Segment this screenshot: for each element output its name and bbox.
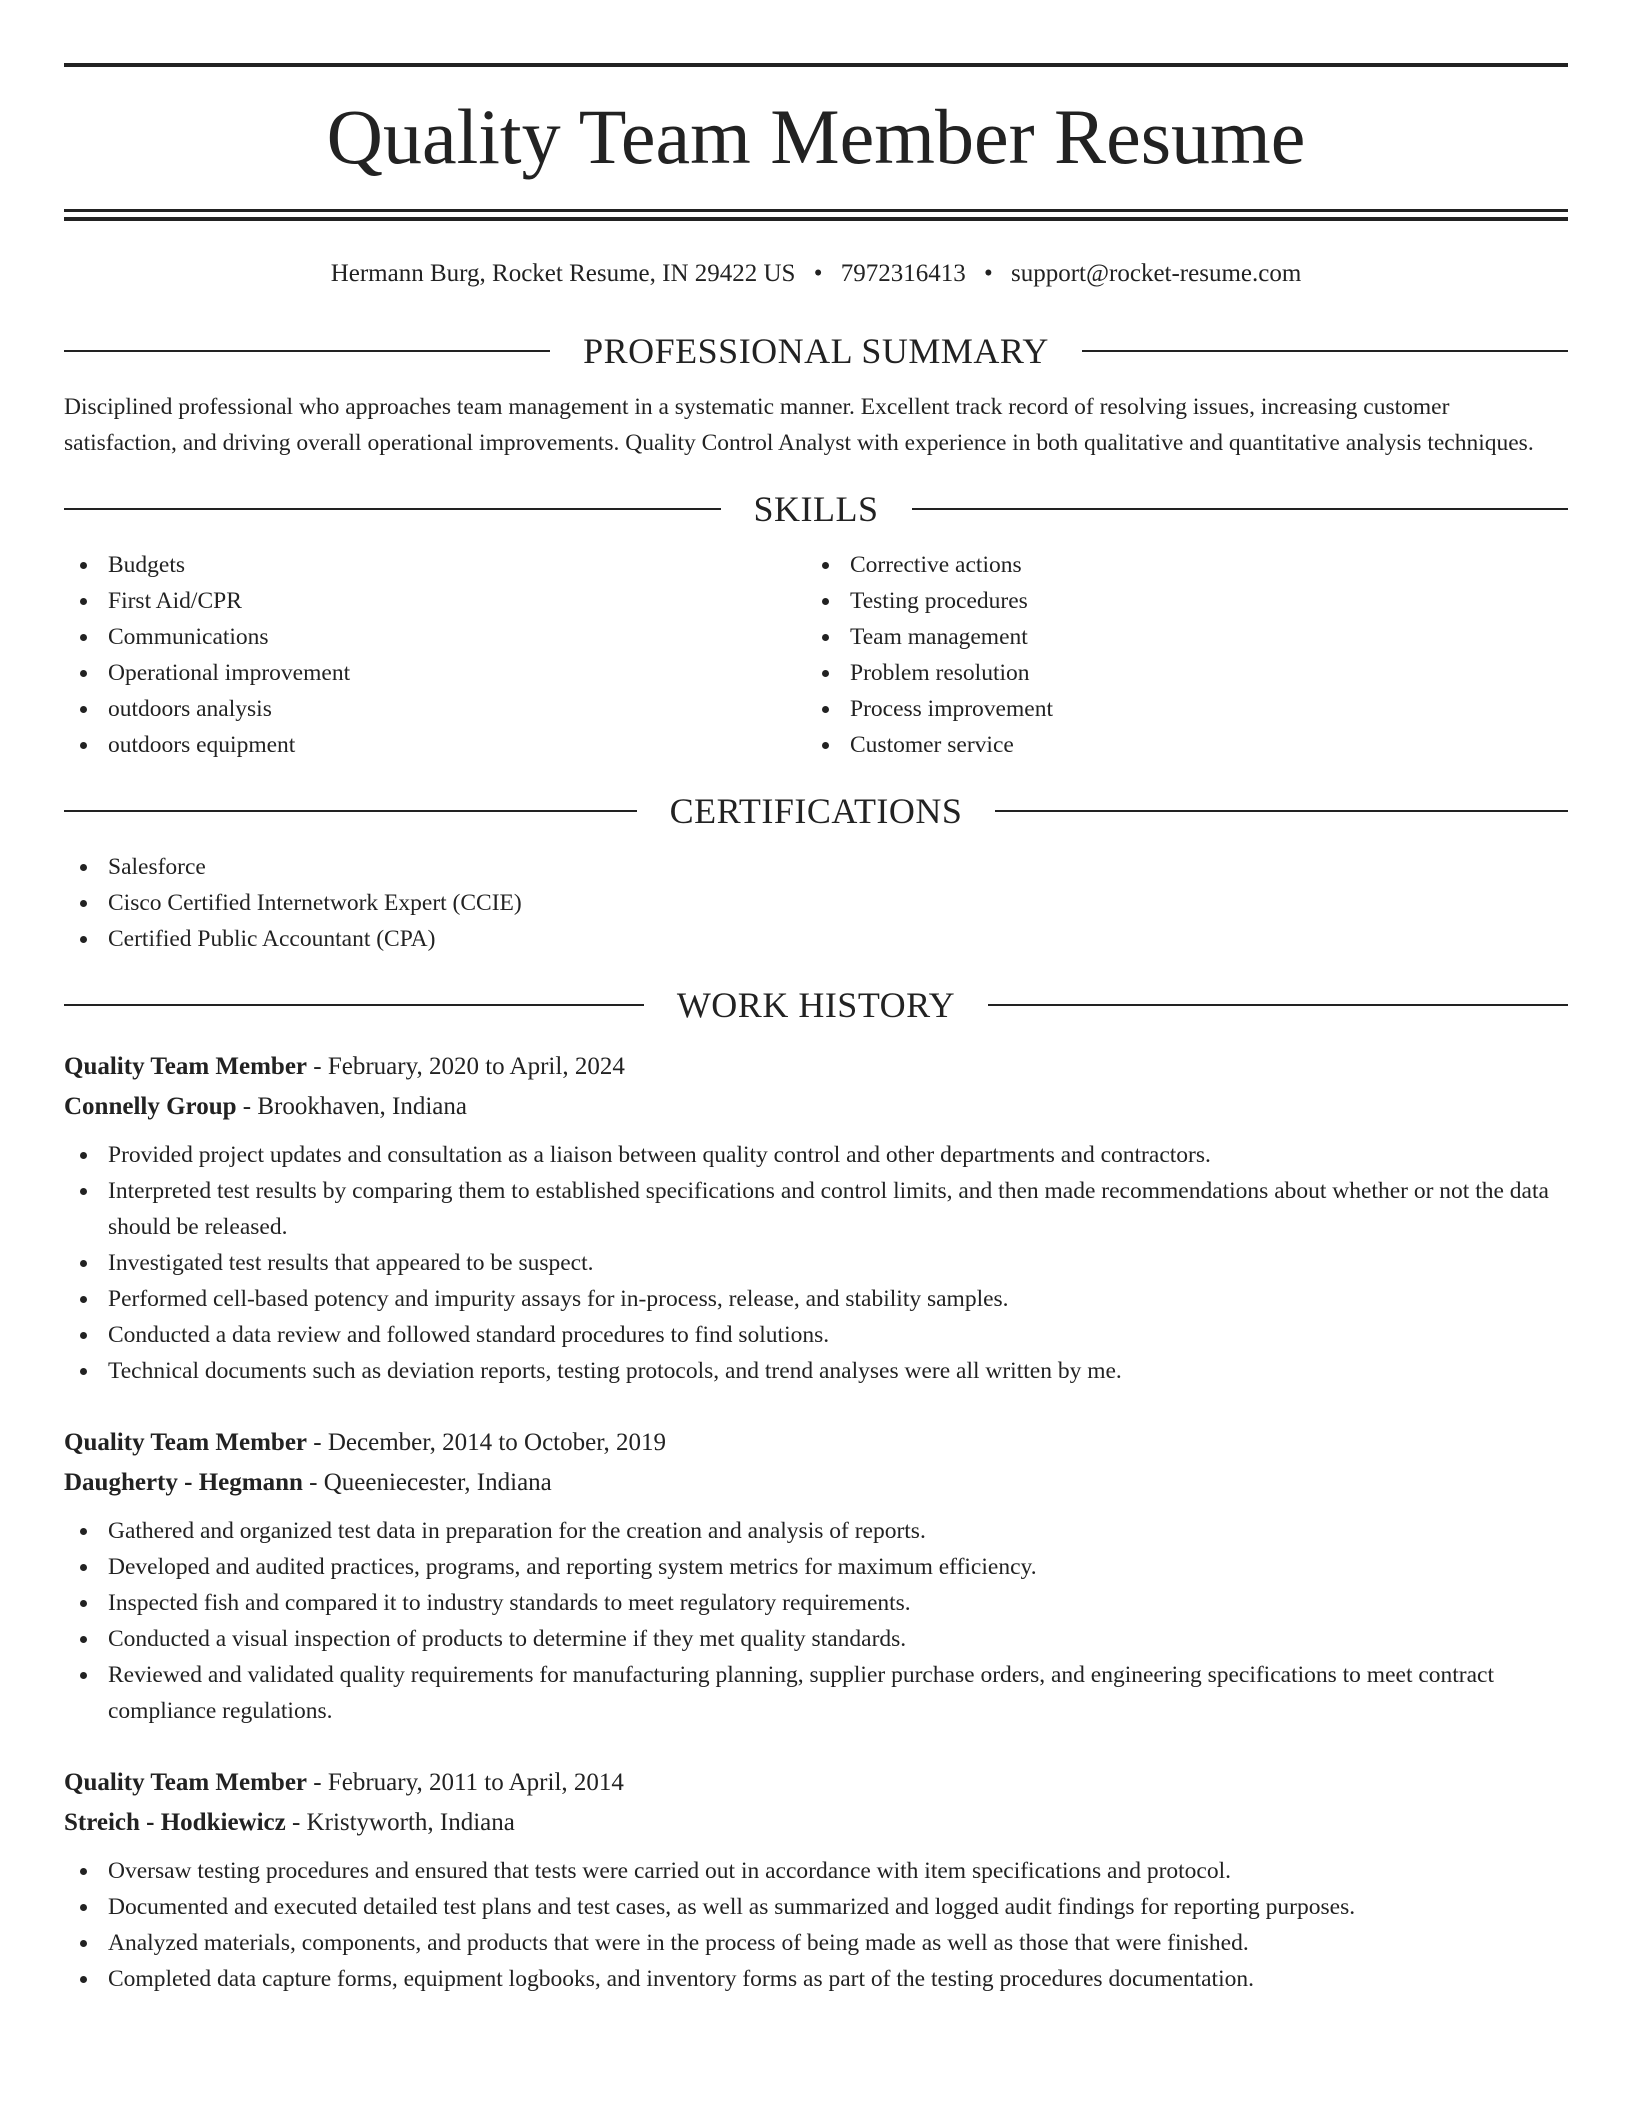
skill-label: Operational improvement — [108, 660, 351, 686]
skills-grid — [64, 547, 1568, 763]
bullet-dot-icon — [822, 562, 829, 569]
skills-list-right — [806, 547, 1548, 763]
skill-item — [806, 691, 1548, 727]
skill-item — [64, 655, 806, 691]
job-duty-item — [64, 1137, 1568, 1173]
job-title: Quality Team Member — [64, 1429, 308, 1456]
bullet-dot-icon — [80, 1528, 87, 1535]
bullet-dot-icon — [80, 1672, 87, 1679]
job-duty-text: Reviewed and validated quality requirements for manufacturing planning, supplier purchase orders, and engineering specifications to meet contract compliance regulations. — [108, 1662, 1495, 1724]
skill-item — [806, 547, 1548, 583]
skill-label: outdoors analysis — [108, 696, 272, 722]
job-duty-item — [64, 1961, 1568, 1997]
contact-line — [64, 257, 1568, 291]
section-header-work-history — [64, 983, 1568, 1027]
job-duty-text: Interpreted test results by comparing them to established specifications and control limits, and then made recommendations about whether or not the data should be released. — [108, 1178, 1549, 1240]
section-rule — [988, 1004, 1568, 1006]
job-duty-item — [64, 1281, 1568, 1317]
job-duty-item — [64, 1549, 1568, 1585]
bullet-dot-icon — [80, 1260, 87, 1267]
bullet-dot-icon — [822, 670, 829, 677]
job-duty-item — [64, 1853, 1568, 1889]
job-company-line — [64, 1463, 1568, 1503]
skill-item — [64, 547, 806, 583]
bullet-dot-icon — [80, 1600, 87, 1607]
bullet-dot-icon — [80, 1332, 87, 1339]
bullet-dot-icon — [80, 1904, 87, 1911]
skill-label: Process improvement — [850, 696, 1053, 722]
bullet-dot-icon — [80, 670, 87, 677]
job-company: Streich - Hodkiewicz — [64, 1809, 286, 1836]
job-duty-item — [64, 1621, 1568, 1657]
job-duty-item — [64, 1925, 1568, 1961]
job-duty-text: Inspected fish and compared it to industry standards to meet regulatory requirements. — [108, 1590, 911, 1616]
section-rule — [64, 508, 721, 510]
skill-label: Customer service — [850, 732, 1014, 758]
section-header-summary — [64, 329, 1568, 373]
job-title-line — [64, 1047, 1568, 1087]
job-duty-text: Conducted a visual inspection of products to determine if they met quality standards. — [108, 1626, 907, 1652]
certification-label: Cisco Certified Internetwork Expert (CCIE) — [108, 890, 522, 916]
skill-label: First Aid/CPR — [108, 588, 242, 614]
job-duty-text: Documented and executed detailed test plans and test cases, as well as summarized and logged audit findings for reporting purposes. — [108, 1894, 1356, 1920]
bullet-dot-icon — [80, 634, 87, 641]
bullet-dot-icon — [80, 1296, 87, 1303]
contact-address: Hermann Burg, Rocket Resume, IN 29422 US — [330, 260, 796, 287]
job-duties-list — [64, 1853, 1568, 1997]
job-duty-text: Investigated test results that appeared to be suspect. — [108, 1250, 594, 1276]
job-duty-text: Performed cell-based potency and impurity assays for in-process, release, and stability samples. — [108, 1286, 1009, 1312]
section-rule — [995, 810, 1568, 812]
contact-separator: • — [983, 260, 993, 287]
job-company-line — [64, 1803, 1568, 1843]
bullet-dot-icon — [80, 742, 87, 749]
section-title-skills: SKILLS — [753, 489, 879, 529]
skill-label: outdoors equipment — [108, 732, 296, 758]
job-location: - Queeniecester, Indiana — [302, 1469, 552, 1496]
job-duty-text: Completed data capture forms, equipment logbooks, and inventory forms as part of the testing procedures documentation. — [108, 1966, 1254, 1992]
job-location: - Kristyworth, Indiana — [285, 1809, 515, 1836]
contact-separator: • — [813, 260, 823, 287]
bullet-dot-icon — [80, 1868, 87, 1875]
title-double-rule — [64, 209, 1568, 221]
bullet-dot-icon — [80, 1188, 87, 1195]
job-company-line — [64, 1087, 1568, 1127]
bullet-dot-icon — [822, 706, 829, 713]
section-title-work-history: WORK HISTORY — [676, 985, 956, 1025]
certification-item — [64, 849, 1568, 885]
skill-label: Team management — [850, 624, 1028, 650]
job-duty-text: Provided project updates and consultation as a liaison between quality control and other departments and contractors. — [108, 1142, 1211, 1168]
job-dates: - December, 2014 to October, 2019 — [307, 1429, 667, 1456]
job-duty-item — [64, 1889, 1568, 1925]
job-location: - Brookhaven, Indiana — [236, 1093, 467, 1120]
skills-list-left — [64, 547, 806, 763]
section-rule — [912, 508, 1569, 510]
top-rule — [64, 63, 1568, 67]
skill-item — [806, 727, 1548, 763]
skill-label: Testing procedures — [850, 588, 1028, 614]
skill-item — [806, 655, 1548, 691]
bullet-dot-icon — [822, 634, 829, 641]
section-header-skills — [64, 487, 1568, 531]
job-title-line — [64, 1423, 1568, 1463]
skill-label: Corrective actions — [850, 552, 1022, 578]
job-duty-text: Analyzed materials, components, and products that were in the process of being made as well as those that were finished. — [108, 1930, 1249, 1956]
bullet-dot-icon — [822, 598, 829, 605]
job-entry — [64, 1047, 1568, 1389]
skill-item — [64, 619, 806, 655]
job-title: Quality Team Member — [64, 1769, 308, 1796]
bullet-dot-icon — [80, 598, 87, 605]
bullet-dot-icon — [80, 1940, 87, 1947]
job-title-line — [64, 1763, 1568, 1803]
job-duty-text: Technical documents such as deviation reports, testing protocols, and trend analyses were all written by me. — [108, 1358, 1122, 1384]
skill-item — [64, 583, 806, 619]
bullet-dot-icon — [80, 1368, 87, 1375]
job-duty-item — [64, 1173, 1568, 1245]
section-title-certifications: CERTIFICATIONS — [669, 791, 963, 831]
skill-label: Problem resolution — [850, 660, 1030, 686]
summary-text: Disciplined professional who approaches team management in a systematic manner. Excellent track record of resolving issues, increasing customer satisfaction, and driving overall operational improvements. Quality Control Analyst with experience in both qualitative and quantitative analysis techniques. — [64, 394, 1534, 456]
section-rule — [64, 350, 550, 352]
certification-item — [64, 885, 1568, 921]
job-dates: - February, 2020 to April, 2024 — [307, 1053, 625, 1080]
job-entry — [64, 1763, 1568, 1997]
job-duty-item — [64, 1585, 1568, 1621]
skill-item — [806, 583, 1548, 619]
job-company: Connelly Group — [64, 1093, 237, 1120]
section-rule — [64, 810, 637, 812]
bullet-dot-icon — [80, 706, 87, 713]
job-duty-item — [64, 1353, 1568, 1389]
bullet-dot-icon — [80, 1976, 87, 1983]
certification-label: Certified Public Accountant (CPA) — [108, 926, 436, 952]
job-entry — [64, 1423, 1568, 1729]
bullet-dot-icon — [80, 864, 87, 871]
skill-label: Budgets — [108, 552, 186, 578]
section-header-certifications — [64, 789, 1568, 833]
skill-item — [806, 619, 1548, 655]
section-title-summary: PROFESSIONAL SUMMARY — [583, 331, 1049, 371]
contact-email: support@rocket-resume.com — [1011, 260, 1302, 287]
resume-title: Quality Team Member Resume — [326, 93, 1306, 180]
job-duty-item — [64, 1657, 1568, 1729]
job-duty-item — [64, 1317, 1568, 1353]
bullet-dot-icon — [80, 936, 87, 943]
job-duty-text: Oversaw testing procedures and ensured that tests were carried out in accordance with item specifications and protocol. — [108, 1858, 1232, 1884]
job-duty-text: Conducted a data review and followed standard procedures to find solutions. — [108, 1322, 830, 1348]
job-duty-text: Gathered and organized test data in preparation for the creation and analysis of reports. — [108, 1518, 926, 1544]
certifications-list — [64, 849, 1568, 957]
bullet-dot-icon — [80, 562, 87, 569]
certification-item — [64, 921, 1568, 957]
section-rule — [64, 1004, 644, 1006]
job-duty-item — [64, 1245, 1568, 1281]
bullet-dot-icon — [80, 1636, 87, 1643]
section-rule — [1082, 350, 1568, 352]
bullet-dot-icon — [80, 1152, 87, 1159]
job-duties-list — [64, 1137, 1568, 1389]
bullet-dot-icon — [80, 1564, 87, 1571]
contact-phone: 7972316413 — [840, 260, 966, 287]
bullet-dot-icon — [822, 742, 829, 749]
job-dates: - February, 2011 to April, 2014 — [307, 1769, 624, 1796]
skill-item — [64, 691, 806, 727]
skill-item — [64, 727, 806, 763]
job-duty-item — [64, 1513, 1568, 1549]
job-duties-list — [64, 1513, 1568, 1729]
job-title: Quality Team Member — [64, 1053, 308, 1080]
skill-label: Communications — [108, 624, 269, 650]
job-duty-text: Developed and audited practices, programs, and reporting system metrics for maximum efficiency. — [108, 1554, 1037, 1580]
job-company: Daugherty - Hegmann — [64, 1469, 303, 1496]
bullet-dot-icon — [80, 900, 87, 907]
certification-label: Salesforce — [108, 854, 206, 880]
